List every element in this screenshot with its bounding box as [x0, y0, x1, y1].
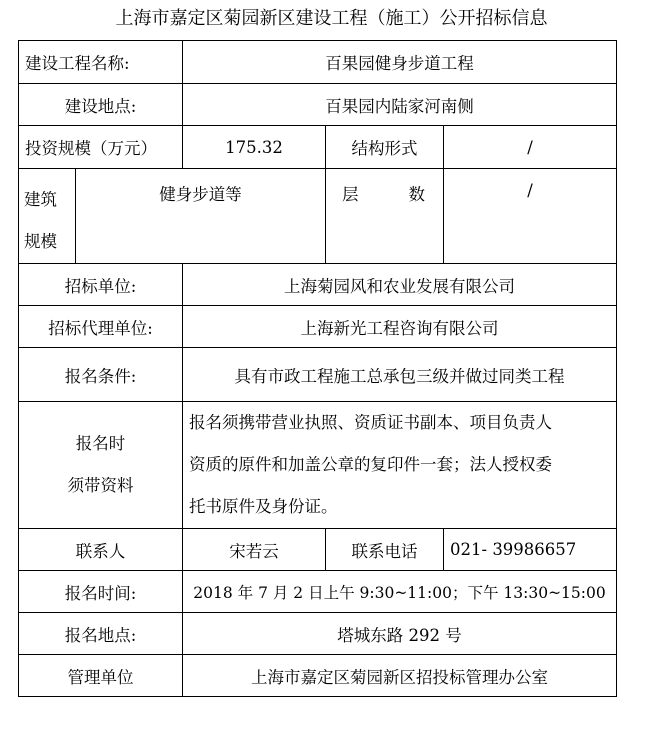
contact-value: 宋若云	[183, 529, 326, 571]
conditions-value: 具有市政工程施工总承包三级并做过同类工程	[183, 348, 617, 402]
building-scale-label-line1: 建筑	[24, 190, 57, 209]
structure-value: /	[444, 126, 617, 169]
tenderer-value: 上海菊园风和农业发展有限公司	[183, 264, 617, 306]
tenderer-label: 招标单位:	[19, 264, 183, 306]
contact-label: 联系人	[19, 529, 183, 571]
row-registration-place	[19, 613, 617, 655]
row-location	[19, 84, 617, 126]
phone-value: 021- 39986657	[444, 529, 617, 571]
agent-label: 招标代理单位:	[19, 306, 183, 348]
row-management	[19, 655, 617, 697]
registration-time-label: 报名时间:	[19, 571, 183, 613]
floors-label-b: 数	[408, 185, 425, 204]
building-scale-value: 健身步道等	[76, 169, 326, 264]
row-registration-time	[19, 571, 617, 613]
materials-label-line1: 报名时	[75, 434, 126, 453]
conditions-label: 报名条件:	[19, 348, 183, 402]
row-building-scale	[19, 169, 617, 264]
materials-line2: 资质的原件和加盖公章的复印件一套；法人授权委	[189, 455, 552, 474]
phone-label: 联系电话	[326, 529, 444, 571]
materials-line3: 托书原件及身份证。	[189, 497, 338, 516]
row-tenderer	[19, 264, 617, 306]
tender-info-table	[18, 40, 617, 697]
materials-label	[19, 402, 183, 529]
management-label: 管理单位	[19, 655, 183, 697]
materials-label-line2: 须带资料	[67, 476, 134, 495]
page-title: 上海市嘉定区菊园新区建设工程（施工）公开招标信息	[115, 8, 548, 29]
investment-label: 投资规模（万元）	[19, 126, 183, 169]
registration-time-value: 2018 年 7 月 2 日上午 9:30~11:00；下午 13:30~15:00	[183, 571, 617, 613]
registration-place-value: 塔城东路 292 号	[183, 613, 617, 655]
materials-line1: 报名须携带营业执照、资质证书副本、项目负责人	[189, 413, 552, 432]
project-name-value: 百果园健身步道工程	[183, 41, 617, 84]
location-label: 建设地点:	[19, 84, 183, 126]
row-contact	[19, 529, 617, 571]
registration-place-label: 报名地点:	[19, 613, 183, 655]
row-materials	[19, 402, 617, 529]
row-agent	[19, 306, 617, 348]
building-scale-label	[19, 169, 76, 264]
floors-value: /	[444, 169, 617, 264]
building-scale-label-line2: 规模	[24, 232, 57, 251]
investment-value: 175.32	[183, 126, 326, 169]
row-investment	[19, 126, 617, 169]
materials-value	[183, 402, 617, 529]
row-conditions	[19, 348, 617, 402]
floors-label-a: 层	[342, 185, 359, 204]
project-name-label: 建设工程名称:	[19, 41, 183, 84]
agent-value: 上海新光工程咨询有限公司	[183, 306, 617, 348]
row-project-name	[19, 41, 617, 84]
location-value: 百果园内陆家河南侧	[183, 84, 617, 126]
management-value: 上海市嘉定区菊园新区招投标管理办公室	[183, 655, 617, 697]
floors-label	[326, 169, 444, 264]
structure-label: 结构形式	[326, 126, 444, 169]
